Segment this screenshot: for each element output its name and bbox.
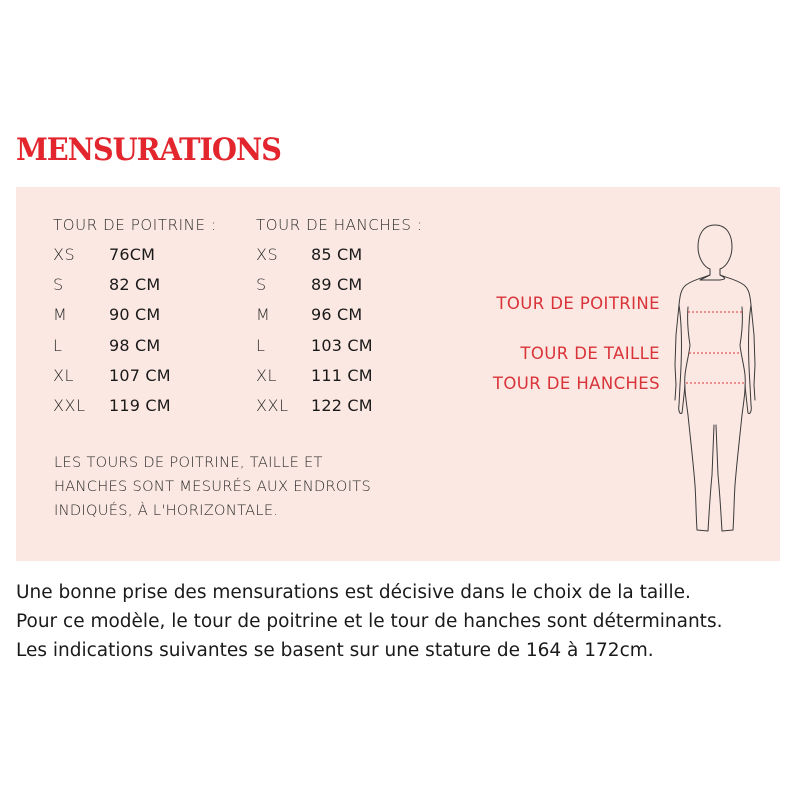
note-line: LES TOURS DE POITRINE, TAILLE ET (54, 454, 323, 471)
footer-line: Une bonne prise des mensurations est décisive dans le choix de la taille. (16, 582, 691, 603)
size-code: XXL (256, 396, 289, 415)
size-value: 82 CM (109, 275, 161, 295)
size-code: L (256, 335, 266, 355)
size-code: M (53, 305, 68, 325)
size-code: S (256, 275, 267, 295)
hips-column-header: TOUR DE HANCHES : (256, 216, 423, 234)
footer-line: Pour ce modèle, le tour de poitrine et le tour de hanches sont déterminants. (16, 611, 723, 632)
size-value: 89 CM (311, 275, 363, 295)
size-value: 85 CM (311, 245, 363, 264)
size-value: 96 CM (311, 305, 363, 325)
footer-text (16, 578, 722, 665)
note-line: INDIQUÉS, À L'HORIZONTALE. (54, 502, 279, 519)
size-value: 111 CM (311, 365, 373, 385)
size-value: 90 CM (109, 305, 161, 325)
label-chest: TOUR DE POITRINE (496, 294, 660, 313)
size-value: 98 CM (109, 335, 161, 355)
size-code: XL (256, 365, 278, 385)
size-code: XS (53, 245, 76, 264)
label-waist: TOUR DE TAILLE (520, 344, 660, 363)
size-code: S (53, 275, 64, 295)
page-title: MENSURATIONS (16, 132, 281, 168)
chest-column-header: TOUR DE POITRINE : (53, 216, 217, 234)
size-code: M (256, 305, 271, 325)
size-code: L (53, 335, 63, 355)
size-code: XXL (53, 396, 86, 415)
size-value: 103 CM (311, 335, 373, 355)
size-value: 76CM (109, 245, 156, 264)
note-line: HANCHES SONT MESURÉS AUX ENDROITS (54, 478, 372, 495)
size-value: 107 CM (109, 365, 171, 385)
size-code: XL (53, 365, 75, 385)
size-code: XS (256, 245, 279, 264)
measurement-note (54, 451, 414, 523)
size-value: 119 CM (109, 396, 171, 415)
footer-line: Les indications suivantes se basent sur une stature de 164 à 172cm. (16, 640, 654, 661)
label-hips: TOUR DE HANCHES (492, 374, 660, 393)
body-silhouette-icon (660, 215, 770, 545)
size-value: 122 CM (311, 396, 373, 415)
